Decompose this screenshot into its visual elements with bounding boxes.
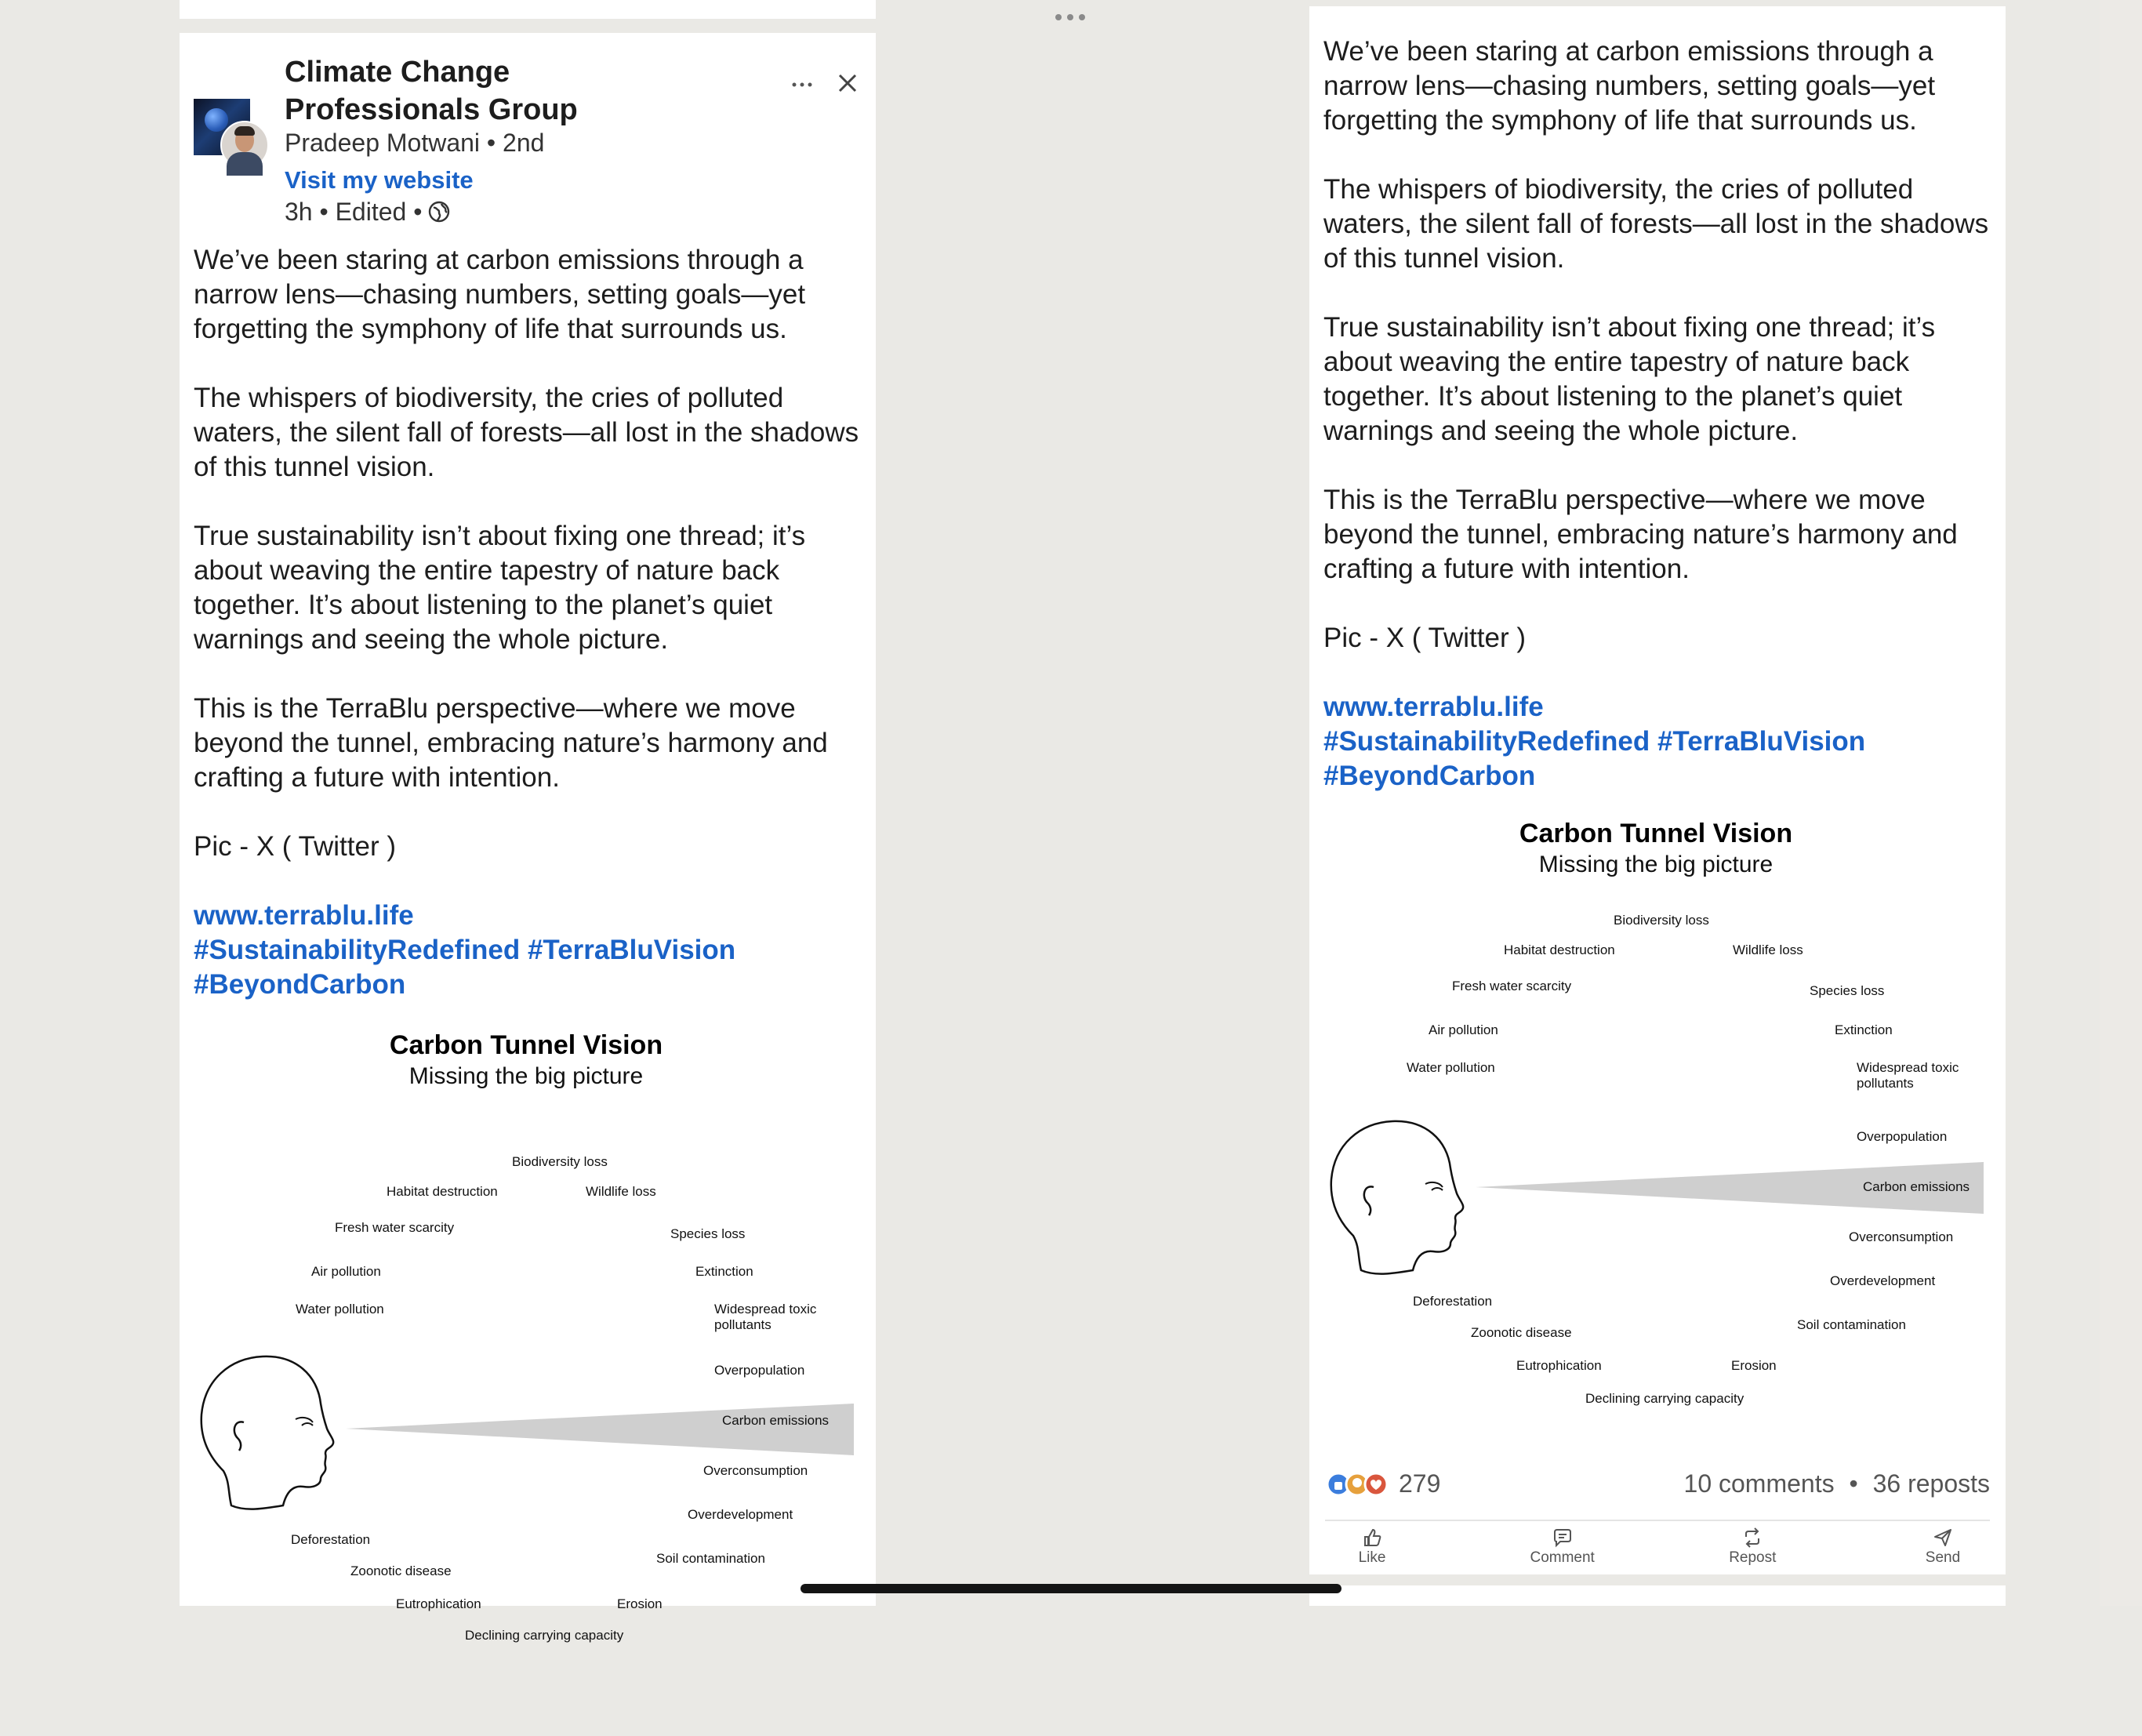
post-meta-text: 3h • Edited • [285,198,423,226]
previous-post-strip [180,0,876,19]
label-water: Water pollution [1407,1060,1495,1075]
social-counts [1325,1465,1990,1504]
comment-repost-stats [1684,1469,1990,1498]
more-icon[interactable] [788,75,816,94]
close-icon[interactable] [835,71,860,96]
label-zoonotic: Zoonotic disease [1471,1325,1572,1340]
label-habitat: Habitat destruction [1504,942,1615,957]
comment-label: Comment [1530,1549,1595,1566]
post-card-left [180,33,876,1643]
tunnel-beam [346,1399,863,1462]
label-soil: Soil contamination [656,1551,765,1566]
post-paragraph: Pic - X ( Twitter ) [194,831,396,862]
author-line[interactable]: Pradeep Motwani • 2nd [285,129,545,157]
divider [1325,1520,1990,1521]
hashtag-link[interactable]: #TerraBluVision [527,935,736,965]
label-overconsumption: Overconsumption [1849,1229,1954,1244]
post-image-diagram[interactable] [189,1030,863,1736]
post-paragraph: This is the TerraBlu perspective—where we move beyond the tunnel, embracing nature’s harmony and crafting a future with intention. [1323,485,1958,584]
label-habitat: Habitat destruction [387,1184,498,1199]
label-species: Species loss [670,1226,746,1241]
post-paragraph: We’ve been staring at carbon emissions through a narrow lens—chasing numbers, setting goals—yet forgetting the symphony of life that surrounds us. [1323,36,1936,136]
website-link[interactable]: www.terrablu.life [194,900,414,931]
like-icon [1362,1527,1382,1548]
reaction-count[interactable]: 279 [1399,1469,1441,1498]
diagram-title: Carbon Tunnel Vision [1519,819,1793,848]
head-silhouette [1325,1109,1474,1281]
label-biodiversity: Biodiversity loss [512,1154,608,1169]
comment-icon [1552,1527,1573,1548]
label-species: Species loss [1810,983,1885,998]
label-toxic: Widespread toxic pollutants [714,1302,817,1332]
author-avatar[interactable] [220,121,269,169]
diagram-subtitle: Missing the big picture [1538,852,1774,877]
repost-icon [1742,1527,1763,1548]
label-erosion: Erosion [617,1596,663,1611]
label-carbon: Carbon emissions [1863,1179,1970,1194]
post-paragraph: Pic - X ( Twitter ) [1323,623,1526,653]
group-name[interactable]: Climate Change Professionals Group [285,56,578,126]
visit-website-link[interactable]: Visit my website [285,166,474,194]
head-silhouette [195,1344,344,1516]
label-biodiversity: Biodiversity loss [1614,913,1709,928]
label-extinction: Extinction [1835,1022,1893,1037]
post-links [194,899,868,1002]
send-icon [1933,1527,1953,1548]
post-paragraph: This is the TerraBlu perspective—where we move beyond the tunnel, embracing nature’s harmony and crafting a future with intention. [194,693,828,793]
label-overconsumption: Overconsumption [703,1463,808,1478]
next-post-strip [1309,1585,2006,1606]
label-freshwater: Fresh water scarcity [335,1220,455,1235]
comment-button[interactable] [1516,1527,1610,1573]
post-body [194,243,868,1002]
label-soil: Soil contamination [1797,1317,1906,1332]
label-wildlife: Wildlife loss [586,1184,656,1199]
label-overdevelopment: Overdevelopment [688,1507,793,1522]
label-carrying: Declining carrying capacity [1585,1391,1744,1406]
label-freshwater: Fresh water scarcity [1452,979,1572,993]
like-button[interactable] [1325,1527,1419,1573]
label-toxic: Widespread toxic pollutants [1857,1060,1959,1091]
label-carrying: Declining carrying capacity [465,1628,624,1643]
post-image-diagram[interactable] [1319,819,1993,1524]
reaction-icons[interactable] [1325,1471,1392,1498]
globe-icon [428,201,450,223]
repost-label: Repost [1729,1549,1777,1566]
post-meta [285,196,450,227]
label-extinction: Extinction [695,1264,753,1279]
label-water: Water pollution [296,1302,384,1317]
label-eutrophication: Eutrophication [396,1596,481,1611]
post-paragraph: We’ve been staring at carbon emissions through a narrow lens—chasing numbers, setting goals—yet forgetting the symphony of life that surrounds us. [194,245,806,344]
send-button[interactable] [1896,1527,1990,1573]
post-paragraph: True sustainability isn’t about fixing one thread; it’s about weaving the entire tapestry of nature back together. It’s about listening to the planet’s quiet warnings and seeing the whole picture. [194,521,806,655]
action-bar [1325,1527,1990,1573]
label-air: Air pollution [1429,1022,1498,1037]
diagram-title: Carbon Tunnel Vision [389,1030,663,1060]
label-overpopulation: Overpopulation [1857,1129,1948,1144]
like-label: Like [1358,1549,1386,1566]
hashtag-link[interactable]: #TerraBluVision [1657,726,1866,757]
stats-separator: • [1849,1469,1858,1498]
home-indicator[interactable] [801,1584,1341,1593]
drag-handle-icon[interactable] [1054,13,1087,22]
label-air: Air pollution [311,1264,381,1279]
comments-count[interactable]: 10 comments [1683,1469,1835,1498]
repost-button[interactable] [1705,1527,1799,1573]
label-deforestation: Deforestation [291,1532,371,1547]
post-card-right [1309,6,2006,1574]
post-paragraph: The whispers of biodiversity, the cries of polluted waters, the silent fall of forests—all lost in the shadows of this tunnel vision. [1323,174,1989,274]
globe-logo-icon [205,108,228,132]
hashtag-link[interactable]: #BeyondCarbon [194,969,406,1000]
label-zoonotic: Zoonotic disease [350,1563,452,1578]
send-label: Send [1925,1549,1961,1566]
label-wildlife: Wildlife loss [1733,942,1803,957]
label-overdevelopment: Overdevelopment [1830,1273,1936,1288]
hashtag-link[interactable]: #SustainabilityRedefined [194,935,521,965]
label-carbon: Carbon emissions [722,1413,830,1428]
window-edge [2100,0,2142,1606]
label-erosion: Erosion [1731,1358,1777,1373]
reposts-count[interactable]: 36 reposts [1872,1469,1990,1498]
label-overpopulation: Overpopulation [714,1363,805,1378]
post-links [1323,690,1998,794]
post-body [1323,35,1998,794]
label-deforestation: Deforestation [1413,1294,1493,1309]
hashtag-link[interactable]: #BeyondCarbon [1323,761,1536,791]
post-paragraph: The whispers of biodiversity, the cries of polluted waters, the silent fall of forests—all lost in the shadows of this tunnel vision. [194,383,859,482]
post-paragraph: True sustainability isn’t about fixing one thread; it’s about weaving the entire tapestry of nature back together. It’s about listening to the planet’s quiet warnings and seeing the whole picture. [1323,312,1936,446]
hashtag-link[interactable]: #SustainabilityRedefined [1323,726,1650,757]
website-link[interactable]: www.terrablu.life [1323,692,1544,722]
label-eutrophication: Eutrophication [1516,1358,1602,1373]
diagram-subtitle: Missing the big picture [408,1063,644,1089]
